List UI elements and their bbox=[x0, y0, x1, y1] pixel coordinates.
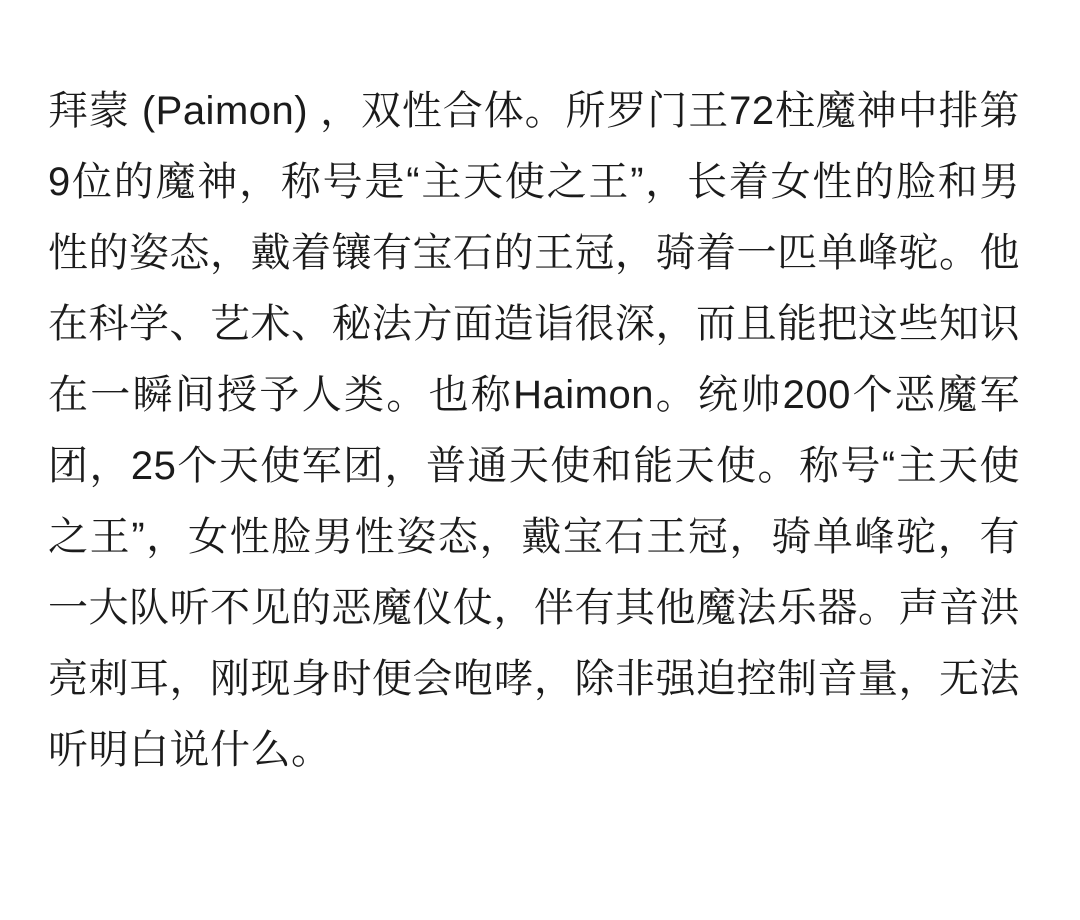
article-body-text: 拜蒙 (Paimon) ，双性合体。所罗门王72柱魔神中排第9位的魔神，称号是“主天使之王”，长着女性的脸和男性的姿态，戴着镶有宝石的王冠，骑着一匹单峰驼。他在科学、艺术、秘法方面造诣很深，而且能把这些知识在一瞬间授予人类。也称Haimon。统帅200个恶魔军团，25个天使军团，普通天使和能天使。称号“主天使之王”，女性脸男性姿态，戴宝石王冠，骑单峰驼，有一大队听不见的恶魔仪仗，伴有其他魔法乐器。声音洪亮刺耳，刚现身时便会咆哮，除非强迫控制音量，无法听明白说什么。 bbox=[48, 89, 1020, 772]
